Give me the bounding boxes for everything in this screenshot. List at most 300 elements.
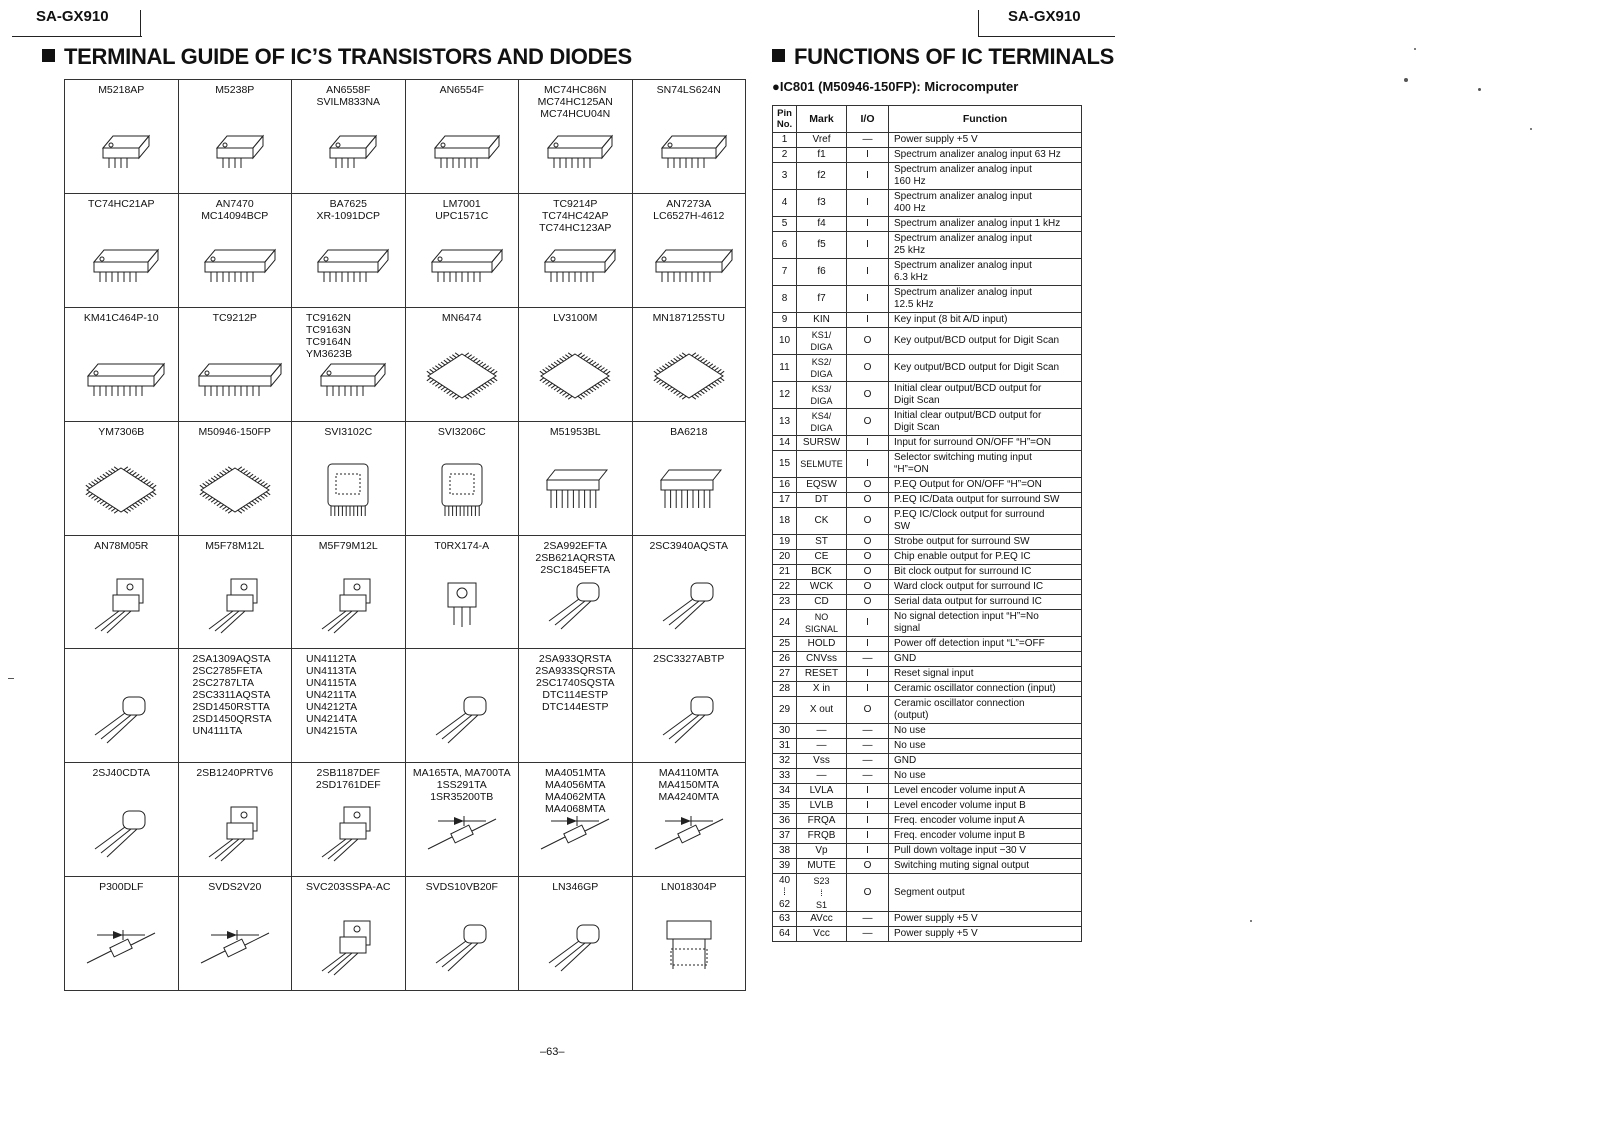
dip-package-icon xyxy=(414,118,510,180)
component-outline xyxy=(73,232,169,299)
component-outline xyxy=(187,118,283,185)
transistor-icon xyxy=(641,687,737,749)
pin-mark: MUTE xyxy=(797,859,847,874)
hybrid-module-icon xyxy=(300,460,396,522)
pin-number: 38 xyxy=(773,844,797,859)
pin-number: 32 xyxy=(773,754,797,769)
pin-io: I xyxy=(847,814,889,829)
component-outline xyxy=(300,460,396,527)
component-cell xyxy=(65,535,179,649)
component-cell xyxy=(292,80,406,194)
pin-io: I xyxy=(847,682,889,697)
component-cell xyxy=(178,763,292,877)
scan-speck xyxy=(1414,48,1416,50)
component-part-numbers xyxy=(65,649,178,653)
diode-icon xyxy=(641,801,737,863)
component-part-numbers xyxy=(406,649,519,653)
dip-package-icon xyxy=(641,232,737,294)
pin-io: I xyxy=(847,148,889,163)
component-outline xyxy=(527,232,623,299)
function-row xyxy=(773,814,1082,829)
pin-number: 33 xyxy=(773,769,797,784)
pin-io: I xyxy=(847,667,889,682)
component-cell xyxy=(632,763,746,877)
component-part-numbers: AN7273A LC6527H-4612 xyxy=(653,197,725,222)
function-row xyxy=(773,493,1082,508)
component-part-numbers: 2SJ40CDTA xyxy=(92,767,151,780)
pin-mark: WCK xyxy=(797,580,847,595)
component-outline xyxy=(641,346,737,413)
component-outline xyxy=(300,801,396,868)
component-cell xyxy=(405,763,519,877)
pin-mark: X out xyxy=(797,697,847,724)
pin-io: O xyxy=(847,355,889,382)
function-row xyxy=(773,133,1082,148)
pin-mark: — xyxy=(797,739,847,754)
pin-function: Level encoder volume input B xyxy=(889,799,1082,814)
scan-speck xyxy=(1530,128,1532,130)
pin-function: Input for surround ON/OFF “H”=ON xyxy=(889,436,1082,451)
component-part-numbers: LM7001 UPC1571C xyxy=(435,197,489,222)
component-outline xyxy=(187,460,283,527)
component-part-numbers: TC9162N TC9163N TC9164N YM3623B xyxy=(306,311,353,360)
pin-number: 29 xyxy=(773,697,797,724)
component-part-numbers: MN6474 xyxy=(441,311,482,324)
function-row xyxy=(773,927,1082,942)
pin-number: 28 xyxy=(773,682,797,697)
component-cell xyxy=(405,649,519,763)
component-cell xyxy=(65,80,179,194)
pin-number: 27 xyxy=(773,667,797,682)
to220-transistor-icon xyxy=(187,801,283,863)
dip-package-icon xyxy=(300,232,396,294)
component-outline xyxy=(187,346,283,413)
component-outline xyxy=(73,460,169,527)
pin-function: Power off detection input “L”=OFF xyxy=(889,637,1082,652)
component-cell xyxy=(632,80,746,194)
component-cell xyxy=(65,877,179,991)
pin-number: 39 xyxy=(773,859,797,874)
pin-function: Reset signal input xyxy=(889,667,1082,682)
pin-io: I xyxy=(847,829,889,844)
pin-number: 18 xyxy=(773,508,797,535)
pin-function: Freq. encoder volume input B xyxy=(889,829,1082,844)
pin-mark: CE xyxy=(797,550,847,565)
function-row xyxy=(773,232,1082,259)
header-rule-left xyxy=(12,36,142,37)
diode-icon xyxy=(73,915,169,977)
component-part-numbers: 2SB1240PRTV6 xyxy=(196,767,274,780)
pin-io: I xyxy=(847,436,889,451)
pin-function: Selector switching muting input “H”=ON xyxy=(889,451,1082,478)
function-row xyxy=(773,328,1082,355)
component-part-numbers: 2SA933QRSTA 2SA933SQRSTA 2SC1740SQSTA DTC114ESTP DTC144ESTP xyxy=(535,653,616,714)
component-part-numbers: M5F79M12L xyxy=(318,539,378,552)
pin-function: No signal detection input “H”=No signal xyxy=(889,610,1082,637)
component-part-numbers: SVDS10VB20F xyxy=(425,881,498,894)
component-cell xyxy=(65,193,179,307)
pin-io: — xyxy=(847,739,889,754)
bullet-square-icon xyxy=(42,49,55,62)
component-cell xyxy=(292,763,406,877)
pin-io: I xyxy=(847,232,889,259)
component-cell xyxy=(178,649,292,763)
component-cell xyxy=(292,421,406,535)
function-row xyxy=(773,550,1082,565)
pin-function: Bit clock output for surround IC xyxy=(889,565,1082,580)
component-cell xyxy=(632,649,746,763)
component-part-numbers: 2SC3940AQSTA xyxy=(649,539,729,552)
pin-mark: f1 xyxy=(797,148,847,163)
component-outline xyxy=(300,232,396,299)
component-part-numbers: BA7625 XR-1091DCP xyxy=(316,197,381,222)
pin-number: 64 xyxy=(773,927,797,942)
component-cell xyxy=(292,535,406,649)
pin-mark: f4 xyxy=(797,217,847,232)
pin-number: 40 ⁞ 62 xyxy=(773,874,797,912)
diode-icon xyxy=(527,801,623,863)
component-outline xyxy=(641,915,737,982)
pin-function: GND xyxy=(889,754,1082,769)
component-cell xyxy=(405,421,519,535)
pin-io: O xyxy=(847,697,889,724)
component-outline xyxy=(414,460,510,527)
component-outline xyxy=(527,915,623,982)
function-row xyxy=(773,535,1082,550)
component-cell xyxy=(178,307,292,421)
pin-number: 4 xyxy=(773,190,797,217)
function-row xyxy=(773,286,1082,313)
qfp-package-icon xyxy=(641,346,737,408)
function-row xyxy=(773,610,1082,637)
pin-mark: FRQB xyxy=(797,829,847,844)
header-mark: Mark xyxy=(797,106,847,133)
function-row xyxy=(773,829,1082,844)
function-row xyxy=(773,163,1082,190)
pin-function: Ceramic oscillator connection (output) xyxy=(889,697,1082,724)
grid-row xyxy=(65,421,746,535)
pin-io: I xyxy=(847,610,889,637)
component-part-numbers: TC9212P xyxy=(212,311,257,324)
pin-mark: EQSW xyxy=(797,478,847,493)
pin-function: Power supply +5 V xyxy=(889,912,1082,927)
component-cell xyxy=(292,877,406,991)
function-row xyxy=(773,451,1082,478)
component-part-numbers: M5238P xyxy=(215,84,255,96)
pin-function: Key output/BCD output for Digit Scan xyxy=(889,355,1082,382)
component-part-numbers: MA4110MTA MA4150MTA MA4240MTA xyxy=(658,767,719,804)
component-cell xyxy=(519,649,633,763)
pin-mark: FRQA xyxy=(797,814,847,829)
pin-function: Initial clear output/BCD output for Digit Scan xyxy=(889,409,1082,436)
component-outline xyxy=(641,232,737,299)
component-outline xyxy=(414,573,510,640)
component-outline xyxy=(300,915,396,982)
ir-receiver-icon xyxy=(414,573,510,635)
component-outline xyxy=(527,346,623,413)
dip-package-icon xyxy=(73,346,169,408)
header-pin-no: Pin No. xyxy=(773,106,797,133)
pin-io: — xyxy=(847,927,889,942)
component-part-numbers: LN346GP xyxy=(552,881,599,894)
component-cell xyxy=(632,307,746,421)
pin-function: Power supply +5 V xyxy=(889,927,1082,942)
dip-package-icon xyxy=(187,118,283,180)
function-row xyxy=(773,313,1082,328)
component-cell xyxy=(178,80,292,194)
pin-io: — xyxy=(847,724,889,739)
pin-mark: ST xyxy=(797,535,847,550)
component-cell xyxy=(65,421,179,535)
component-part-numbers: LN018304P xyxy=(661,881,717,894)
pin-mark: f3 xyxy=(797,190,847,217)
pin-mark: KS2/ DIGA xyxy=(797,355,847,382)
component-part-numbers: SVI3102C xyxy=(324,425,373,438)
scan-speck xyxy=(8,678,14,679)
grid-row xyxy=(65,535,746,649)
pin-number: 24 xyxy=(773,610,797,637)
scan-speck xyxy=(1478,88,1481,91)
pin-function: Spectrum analizer analog input 12.5 kHz xyxy=(889,286,1082,313)
pin-function: P.EQ IC/Clock output for surround SW xyxy=(889,508,1082,535)
pin-number: 13 xyxy=(773,409,797,436)
component-cell xyxy=(405,193,519,307)
pin-number: 14 xyxy=(773,436,797,451)
pin-function: Strobe output for surround SW xyxy=(889,535,1082,550)
dip-package-icon xyxy=(527,118,623,180)
to220-transistor-icon xyxy=(300,915,396,977)
component-outline xyxy=(414,118,510,185)
pin-function: Spectrum analizer analog input 25 kHz xyxy=(889,232,1082,259)
pin-mark: KS3/ DIGA xyxy=(797,382,847,409)
pin-number: 22 xyxy=(773,580,797,595)
component-cell xyxy=(519,80,633,194)
pin-number: 30 xyxy=(773,724,797,739)
component-part-numbers: MA4051MTA MA4056MTA MA4062MTA MA4068MTA xyxy=(545,767,606,816)
pin-function: P.EQ IC/Data output for surround SW xyxy=(889,493,1082,508)
pin-mark: RESET xyxy=(797,667,847,682)
pin-mark: SURSW xyxy=(797,436,847,451)
dip-package-icon xyxy=(73,232,169,294)
pin-number: 3 xyxy=(773,163,797,190)
component-part-numbers: T0RX174-A xyxy=(434,539,490,552)
pin-io: O xyxy=(847,595,889,610)
pin-mark: KS1/ DIGA xyxy=(797,328,847,355)
transistor-icon xyxy=(414,687,510,749)
pin-mark: HOLD xyxy=(797,637,847,652)
dip-package-icon xyxy=(641,118,737,180)
component-part-numbers: AN6558F SVILM833NA xyxy=(316,84,381,108)
component-outline xyxy=(414,915,510,982)
pin-io: I xyxy=(847,313,889,328)
to220-transistor-icon xyxy=(73,573,169,635)
pin-number: 5 xyxy=(773,217,797,232)
pin-io: — xyxy=(847,133,889,148)
function-row xyxy=(773,595,1082,610)
function-row xyxy=(773,844,1082,859)
pin-io: I xyxy=(847,844,889,859)
component-cell xyxy=(632,421,746,535)
component-outline xyxy=(300,573,396,640)
pin-mark: NO SIGNAL xyxy=(797,610,847,637)
component-part-numbers: SN74LS624N xyxy=(656,84,721,96)
pin-number: 26 xyxy=(773,652,797,667)
pin-mark: LVLB xyxy=(797,799,847,814)
component-cell xyxy=(405,307,519,421)
pin-mark: KIN xyxy=(797,313,847,328)
component-cell xyxy=(65,649,179,763)
component-part-numbers: 2SC3327ABTP xyxy=(653,653,725,666)
component-cell xyxy=(519,421,633,535)
component-outline xyxy=(527,460,623,527)
component-cell xyxy=(519,193,633,307)
pin-mark: BCK xyxy=(797,565,847,580)
pin-mark: CD xyxy=(797,595,847,610)
pin-number: 19 xyxy=(773,535,797,550)
terminal-guide-title xyxy=(42,44,632,70)
grid-row xyxy=(65,307,746,421)
dip-package-icon xyxy=(414,232,510,294)
pin-number: 35 xyxy=(773,799,797,814)
terminal-guide-title-text: TERMINAL GUIDE OF IC’S TRANSISTORS AND DIODES xyxy=(64,44,632,69)
function-row xyxy=(773,637,1082,652)
pin-mark: CNVss xyxy=(797,652,847,667)
pin-io: I xyxy=(847,799,889,814)
pin-function: Level encoder volume input A xyxy=(889,784,1082,799)
pin-mark: Vcc xyxy=(797,927,847,942)
component-outline xyxy=(73,915,169,982)
component-cell xyxy=(632,877,746,991)
component-part-numbers: SVI3206C xyxy=(437,425,486,438)
pin-number: 9 xyxy=(773,313,797,328)
component-part-numbers: TC74HC21AP xyxy=(87,197,155,210)
pin-function: Spectrum analizer analog input 160 Hz xyxy=(889,163,1082,190)
pin-io: O xyxy=(847,478,889,493)
pin-io: I xyxy=(847,637,889,652)
component-outline xyxy=(187,915,283,982)
component-cell xyxy=(65,307,179,421)
component-part-numbers: SVC203SSPA-AC xyxy=(306,881,391,894)
ic-functions-title xyxy=(772,44,1114,70)
function-row xyxy=(773,667,1082,682)
qfp-package-icon xyxy=(73,460,169,522)
pin-number: 21 xyxy=(773,565,797,580)
pin-number: 7 xyxy=(773,259,797,286)
pin-number: 8 xyxy=(773,286,797,313)
component-outline xyxy=(73,118,169,185)
component-outline xyxy=(414,346,510,413)
pin-number: 34 xyxy=(773,784,797,799)
function-row xyxy=(773,355,1082,382)
function-row xyxy=(773,697,1082,724)
component-part-numbers: M5218AP xyxy=(98,84,145,96)
component-outline xyxy=(527,801,623,868)
component-outline xyxy=(187,232,283,299)
header-divider-left xyxy=(140,10,141,36)
pin-mark: f5 xyxy=(797,232,847,259)
function-row xyxy=(773,784,1082,799)
pin-io: — xyxy=(847,769,889,784)
component-outline xyxy=(414,687,510,754)
to220-transistor-icon xyxy=(300,801,396,863)
function-row xyxy=(773,724,1082,739)
pin-function: P.EQ Output for ON/OFF “H”=ON xyxy=(889,478,1082,493)
pin-number: 63 xyxy=(773,912,797,927)
pin-function: Key input (8 bit A/D input) xyxy=(889,313,1082,328)
component-outline xyxy=(300,118,396,185)
component-cell xyxy=(65,763,179,877)
sip-package-icon xyxy=(641,460,737,522)
function-row xyxy=(773,874,1082,912)
pin-mark: — xyxy=(797,724,847,739)
qfp-package-icon xyxy=(187,460,283,522)
component-part-numbers: AN6554F xyxy=(439,84,484,96)
component-part-numbers: 2SB1187DEF 2SD1761DEF xyxy=(315,767,381,792)
transistor-icon xyxy=(73,687,169,749)
pin-mark: — xyxy=(797,769,847,784)
pin-mark: Vp xyxy=(797,844,847,859)
qfp-package-icon xyxy=(527,346,623,408)
pin-io: — xyxy=(847,754,889,769)
component-cell xyxy=(405,877,519,991)
pin-function: No use xyxy=(889,769,1082,784)
function-row xyxy=(773,382,1082,409)
component-outline xyxy=(414,801,510,868)
to220-transistor-icon xyxy=(300,573,396,635)
pin-number: 12 xyxy=(773,382,797,409)
sip-package-icon xyxy=(527,460,623,522)
scan-speck xyxy=(1250,920,1252,922)
pin-function: Ceramic oscillator connection (input) xyxy=(889,682,1082,697)
function-row xyxy=(773,580,1082,595)
pin-io: O xyxy=(847,508,889,535)
component-outline xyxy=(641,118,737,185)
function-row xyxy=(773,769,1082,784)
pin-function: Freq. encoder volume input A xyxy=(889,814,1082,829)
pin-io: O xyxy=(847,409,889,436)
pin-mark: CK xyxy=(797,508,847,535)
pin-io: O xyxy=(847,328,889,355)
component-cell xyxy=(519,307,633,421)
component-part-numbers: MN187125STU xyxy=(652,311,725,324)
dip-package-icon xyxy=(187,346,283,408)
component-outline xyxy=(73,346,169,413)
pin-number: 10 xyxy=(773,328,797,355)
function-row xyxy=(773,259,1082,286)
function-row xyxy=(773,912,1082,927)
pin-function: No use xyxy=(889,724,1082,739)
pin-function: Switching muting signal output xyxy=(889,859,1082,874)
pin-function: Serial data output for surround IC xyxy=(889,595,1082,610)
pin-mark: f7 xyxy=(797,286,847,313)
hybrid-module-icon xyxy=(414,460,510,522)
pin-function: Segment output xyxy=(889,874,1082,912)
pin-io: I xyxy=(847,784,889,799)
transistor-icon xyxy=(527,915,623,977)
diode-icon xyxy=(187,915,283,977)
pin-function: Power supply +5 V xyxy=(889,133,1082,148)
pin-io: O xyxy=(847,493,889,508)
led-display-icon xyxy=(641,915,737,977)
pin-number: 16 xyxy=(773,478,797,493)
pin-mark: f2 xyxy=(797,163,847,190)
pin-function: Ward clock output for surround IC xyxy=(889,580,1082,595)
component-cell xyxy=(519,877,633,991)
ic-functions-title-text: FUNCTIONS OF IC TERMINALS xyxy=(794,44,1115,69)
component-outline xyxy=(641,573,737,640)
component-part-numbers: LV3100M xyxy=(553,311,598,324)
scan-speck xyxy=(1404,78,1408,82)
